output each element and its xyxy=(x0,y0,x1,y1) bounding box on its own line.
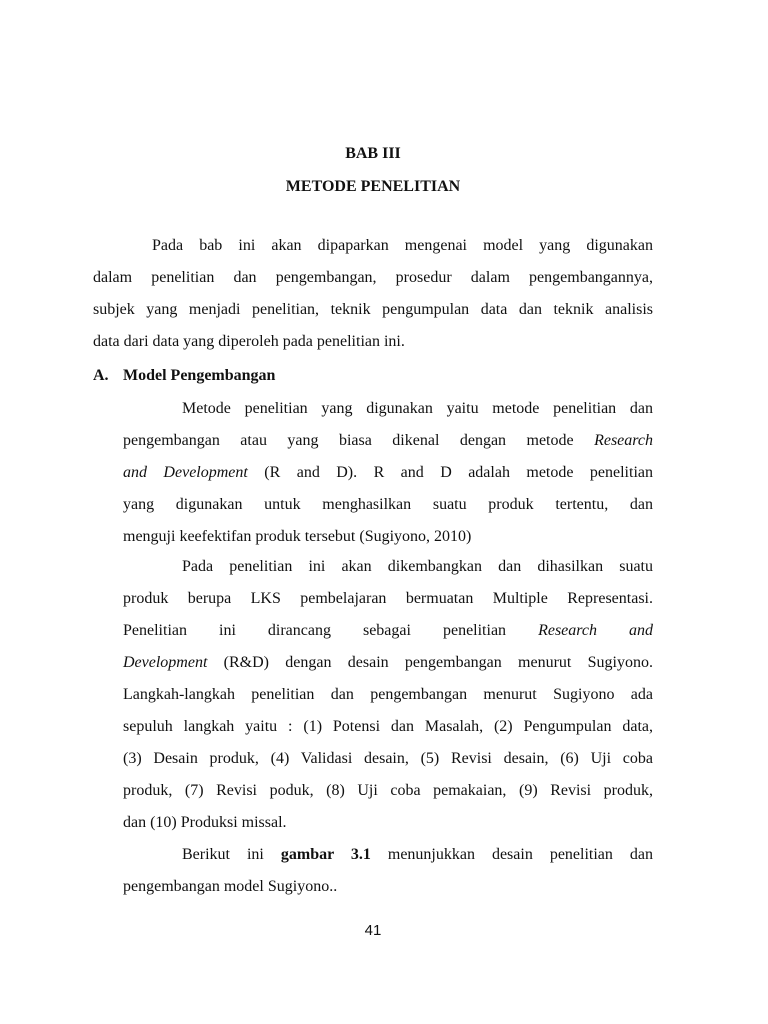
chapter-number: BAB III xyxy=(345,145,401,162)
paragraph-line: produk berupa LKS pembelajaran bermuatan Multiple Representasi. xyxy=(123,590,653,607)
section-title: Model Pengembangan xyxy=(123,367,276,384)
paragraph-line: produk, (7) Revisi poduk, (8) Uji coba pemakaian, (9) Revisi produk, xyxy=(123,782,653,799)
paragraph-figure-reference xyxy=(123,839,653,903)
paragraph-line xyxy=(123,425,653,457)
text-run: menunjukkan desain penelitian dan xyxy=(370,846,653,863)
paragraph-line xyxy=(123,839,653,871)
italic-term: and Development xyxy=(123,464,248,481)
paragraph-line: menguji keefektifan produk tersebut (Sugiyono, 2010) xyxy=(123,528,472,545)
italic-term: Research xyxy=(594,432,653,449)
paragraph-research xyxy=(123,551,653,839)
text-run: Penelitian ini dirancang sebagai penelitian xyxy=(123,622,539,639)
paragraph-line: Pada penelitian ini akan dikembangkan dan dihasilkan suatu xyxy=(182,558,653,575)
paragraph-line: yang digunakan untuk menghasilkan suatu produk tertentu, dan xyxy=(123,496,653,513)
paragraph-line xyxy=(123,615,653,647)
paragraph-line: (3) Desain produk, (4) Validasi desain, (5) Revisi desain, (6) Uji coba xyxy=(123,750,653,767)
section-letter: A. xyxy=(93,367,109,384)
text-run: Berikut ini xyxy=(182,846,281,863)
intro-line: data dari data yang diperoleh pada penelitian ini. xyxy=(93,333,405,350)
chapter-title: METODE PENELITIAN xyxy=(285,178,461,195)
figure-reference: gambar 3.1 xyxy=(280,846,371,863)
paragraph-line: pengembangan model Sugiyono.. xyxy=(123,878,338,895)
intro-paragraph xyxy=(93,230,653,358)
section-heading xyxy=(93,366,275,386)
italic-term: Development xyxy=(123,654,208,671)
text-run: (R&D) dengan desain pengembangan menurut Sugiyono. xyxy=(207,654,653,671)
paragraph-line: dan (10) Produksi missal. xyxy=(123,814,287,831)
paragraph-line xyxy=(123,457,653,489)
intro-line: Pada bab ini akan dipaparkan mengenai model yang digunakan xyxy=(152,237,653,254)
paragraph-line: Metode penelitian yang digunakan yaitu metode penelitian dan xyxy=(182,400,653,417)
paragraph-line xyxy=(123,647,653,679)
intro-line: dalam penelitian dan pengembangan, prosedur dalam pengembangannya, xyxy=(93,269,653,286)
paragraph-model xyxy=(123,393,653,553)
text-run: (R and D). R and D adalah metode penelitian xyxy=(247,464,653,481)
paragraph-line: sepuluh langkah yaitu : (1) Potensi dan Masalah, (2) Pengumpulan data, xyxy=(123,718,653,735)
italic-term: Research and xyxy=(538,622,654,639)
page-number: 41 xyxy=(364,922,382,939)
paragraph-line: Langkah-langkah penelitian dan pengembangan menurut Sugiyono ada xyxy=(123,686,653,703)
text-run: pengembangan atau yang biasa dikenal dengan metode xyxy=(123,432,595,449)
intro-line: subjek yang menjadi penelitian, teknik pengumpulan data dan teknik analisis xyxy=(93,301,653,318)
